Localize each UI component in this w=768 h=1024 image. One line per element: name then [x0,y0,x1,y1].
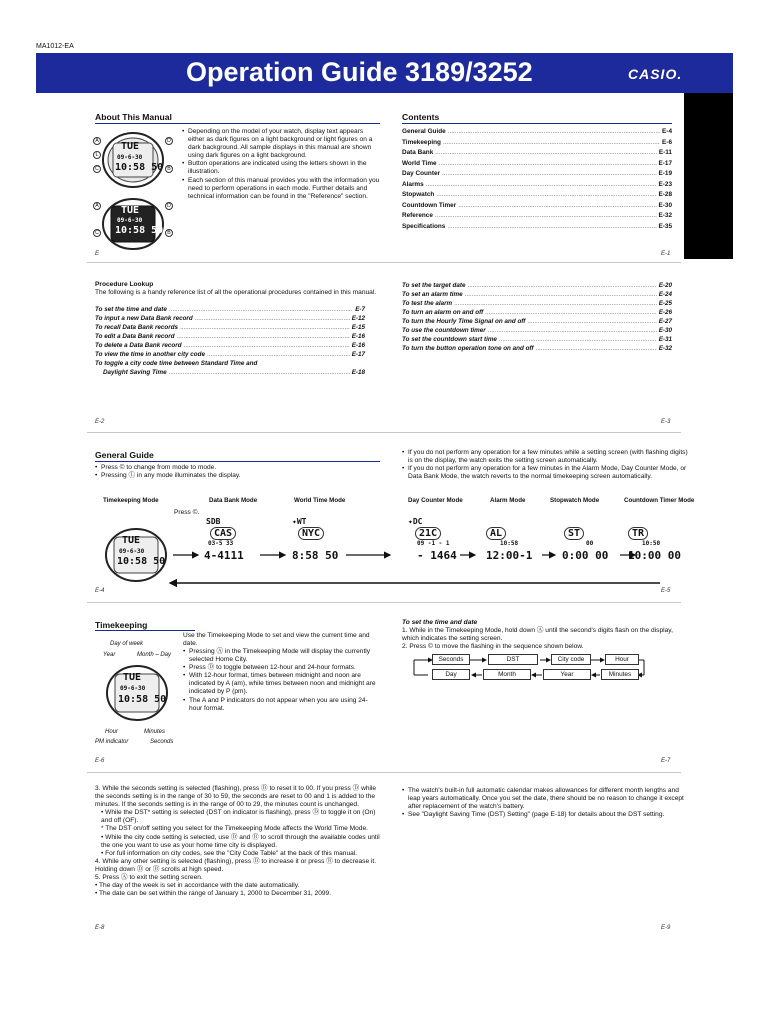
page-number: E [95,251,100,257]
diagram-label-monthday: Month – Day [137,652,172,658]
mode-label: Countdown Timer Mode [624,497,695,504]
toc-item[interactable]: Stopwatch ..... E-28 [402,190,672,200]
screen-main: 4-4111 [204,549,244,562]
timekeeping-bullet: • Pressing Ⓐ in the Timekeeping Mode will display the currently selected Home City. [183,648,378,664]
page-divider [87,432,681,433]
set-time-step-2: 2. Press © to move the flashing in the sequence shown below. [402,643,584,650]
page8-line: 5. Press Ⓐ to exit the setting screen. [95,874,203,882]
procedure-item[interactable]: To set the time and date ..... E-7 [95,306,365,314]
mode-label: Data Bank Mode [209,497,258,504]
page8-line: 4. While any other setting is selected (flashing), press Ⓓ to increase it or press Ⓑ to decrease it. Holding down Ⓓ or Ⓑ scrolls at high speed. [95,857,377,873]
page-number: E-5 [661,588,671,594]
toc-item[interactable]: Day Counter ..... E-19 [402,169,672,179]
button-d: D [165,137,173,145]
general-rule [95,461,380,462]
page-number: E-4 [95,588,105,594]
diagram-label-minutes: Minutes [144,729,166,735]
general-right-bullet: • If you do not perform any operation for a few minutes in the Alarm Mode, Day Counter Mode, or Data Bank Mode, the watch reverts to the normal timekeeping screen automatically. [402,465,692,481]
page-divider [87,262,681,263]
page-number: E-8 [95,925,105,931]
brand-logo: CASIO. [628,66,683,82]
button-c-dark: C [93,229,101,237]
page-divider [87,602,681,603]
screen-main: 8:58 50 [292,549,339,562]
timekeeping-intro: Use the Timekeeping Mode to set and view the current time and date. [183,632,370,648]
screen-main: 12:00-1 [486,549,533,562]
screen-mid: 09 -1 - 1 [417,540,450,547]
screen-top: 21C [415,527,441,540]
toc-item[interactable]: Alarms ..... E-23 [402,180,672,190]
screen-main: 10:58 50 [117,556,166,567]
procedure-item[interactable]: To turn an alarm on and off ..... E-26 [402,309,672,317]
page-divider [87,772,681,773]
mode-label: Alarm Mode [490,497,526,504]
mode-label: Day Counter Mode [408,497,463,504]
sequence-box-hour: Hour [605,654,639,665]
timekeeping-bullet: • With 12-hour format, times between midnight and noon are indicated by A (am), while times between noon and midnight are indicated by P (pm). [183,672,378,696]
screen-main: - 1464 [417,549,457,562]
screen-mid: 00 [586,540,594,547]
button-a-dark: A [93,202,101,210]
general-right-bullet: • If you do not perform any operation for a few minutes while a setting screen (with flashing digits) is on the display, the watch exits the setting screen automatically. [402,449,692,465]
procedure-item[interactable]: To recall Data Bank records ..... E-15 [95,324,365,332]
watch-dark-date: 09-6-30 [117,217,143,224]
section-tab [684,93,733,259]
screen-top: CAS [210,527,236,540]
mode-screen-alarm [478,527,540,571]
mode-screen-databank [202,527,260,571]
toc-item[interactable]: Countdown Timer ..... E-30 [402,201,672,211]
screen-main: 0:00 00 [562,549,609,562]
toc-item[interactable]: Specifications ..... E-35 [402,222,672,232]
page-title: Operation Guide 3189/3252 [186,57,533,87]
screen-top: TUE [123,672,142,683]
screen-main: 10:58 50 [118,694,167,705]
about-bullet: • Depending on the model of your watch, display text appears either as dark figures on a light background or light figures on a dark background. All sample displays in this manual are shown using dark figures on a light background. [182,128,380,160]
mode-indicator: SDB [206,517,221,526]
screen-top: ST [564,527,584,540]
mode-label: Stopwatch Mode [550,497,600,504]
document-code: MA1012-EA [36,43,74,50]
button-c: C [93,165,101,173]
general-bullet: • Press © to change from mode to mode. [95,464,380,472]
page-number: E-7 [661,758,671,764]
general-bullets [95,464,380,480]
screen-mid: 03-5 33 [208,540,234,547]
page8-line: • For full information on city codes, see the "City Code Table" at the back of this manual. [101,849,358,857]
mode-label: World Time Mode [294,497,346,504]
page8-line: 3. While the seconds setting is selected (flashing), press Ⓓ to reset it to 00. If you press Ⓓ while the seconds setting is in the range of 30 to 59, the seconds are reset to 00 and 1 is added to the minutes. If the seconds setting is in the range of 00 to 29, the minutes count is unchanged. [95,785,377,809]
page9-bullets [402,787,692,819]
page9-bullet: • The watch's built-in full automatic calendar makes allowances for different month lengths and leap years automatically. Once you set the date, there should be no reason to change it except after replacement of the watch's battery. [402,787,692,811]
diagram-label-dow: Day of week [110,641,144,647]
mode-watch-timekeeping [96,525,176,585]
page8-line: * The DST on/off setting you select for the Timekeeping Mode affects the World Time Mode. [101,825,368,833]
general-heading: General Guide [95,450,154,460]
watch-dark-time: 10:58 50 [115,225,164,236]
sequence-box-dst: DST [488,654,538,665]
procedure-item[interactable]: To set an alarm time ..... E-24 [402,291,672,299]
about-rule [95,123,380,124]
watch-light-date: 09-6-30 [117,154,143,161]
toc-item[interactable]: Data Bank ..... E-11 [402,148,672,158]
screen-mid: 09-6-30 [120,685,146,692]
general-bullet: • Pressing Ⓛ in any mode illuminates the display. [95,472,380,480]
mode-screen-daycounter [395,527,465,571]
page8-line: • The day of the week is set in accordance with the date automatically. [95,882,300,890]
page-number: E-3 [661,419,671,425]
mode-screen-worldtime [290,527,348,571]
button-b2: B [165,165,173,173]
mode-screen-countdown [624,527,686,571]
about-bullet: • Each section of this manual provides you with the information you need to perform operations in each mode. Further details and technical information can be found in the "Reference" section. [182,177,380,201]
mode-indicator: ✦DC [408,517,423,526]
procedure-item-line[interactable]: To toggle a city code time between Standard Time and [95,360,258,367]
procedure-item[interactable]: To set the countdown start time ..... E-31 [402,336,672,344]
contents-heading: Contents [402,112,440,122]
watch-illustration-dark [93,196,173,252]
about-bullets [182,128,380,201]
procedure-item[interactable]: To test the alarm ..... E-25 [402,300,672,308]
procedure-item[interactable]: To use the countdown timer ..... E-30 [402,327,672,335]
contents-rule [402,123,672,124]
procedure-item[interactable]: To turn the Hourly Time Signal on and off ..... E-27 [402,318,672,326]
mode-screen-stopwatch [556,527,618,571]
diagram-label-hour: Hour [105,729,119,735]
timekeeping-bullet: • The A and P indicators do not appear when you are using 24-hour format. [183,697,378,713]
button-a: A [93,137,101,145]
watch-light-dow: TUE [121,141,140,152]
procedure-intro: The following is a handy reference list of all the operational procedures contained in this manual. [95,289,377,296]
sequence-box-citycode: City code [551,654,591,665]
watch-illustration-light [93,129,173,191]
timekeeping-bullets [183,648,378,713]
sequence-box-day: Day [432,669,470,680]
page8-line: • The date can be set within the range of January 1, 2000 to December 31, 2099. [95,890,332,898]
page9-bullet: • See "Daylight Saving Time (DST) Setting" (page E-18) for details about the DST setting. [402,811,692,819]
diagram-label-seconds: Seconds [150,739,174,745]
procedure-item[interactable]: To set the target date ..... E-20 [402,282,672,290]
page-number: E-6 [95,758,105,764]
toc-item[interactable]: World Time ..... E-17 [402,159,672,169]
timekeeping-heading: Timekeeping [95,620,148,630]
general-right-bullets [402,449,692,481]
button-b: L [93,151,101,159]
page-number: E-2 [95,419,105,425]
header-banner [36,53,733,93]
procedure-item[interactable]: To delete a Data Bank record ..... E-16 [95,342,365,350]
timekeeping-bullet: • Press Ⓓ to toggle between 12-hour and 24-hour formats. [183,664,378,672]
timekeeping-rule [95,630,195,631]
watch-dark-dow: TUE [121,205,140,216]
toc-item[interactable]: Timekeeping ..... E-6 [402,138,672,148]
screen-mid: 10:50 [642,540,661,547]
about-heading: About This Manual [95,112,172,122]
button-d-dark: D [165,202,173,210]
press-c-label: Press ©. [174,509,200,516]
screen-main: 10:00 00 [628,549,681,562]
timekeeping-watch [97,662,177,724]
screen-top: TR [628,527,648,540]
procedure-item[interactable]: To edit a Data Bank record ..... E-16 [95,333,365,341]
sequence-box-seconds: Seconds [432,654,470,665]
procedure-item[interactable]: Daylight Saving Time ..... E-18 [103,369,365,377]
set-time-title: To set the time and date [402,619,478,626]
page-number: E-1 [661,251,671,257]
procedure-item[interactable]: To view the time in another city code ..... E-17 [95,351,365,359]
mode-indicator: ✦WT [292,517,307,526]
toc-item[interactable]: Reference ..... E-32 [402,211,672,221]
procedure-heading: Procedure Lookup [95,281,154,288]
page8-line: • While the DST* setting is selected (DST on indicator is flashing), press Ⓓ to toggle it on (On) and off (OF). [101,809,376,825]
procedure-item[interactable]: To turn the button operation tone on and off ..... E-32 [402,345,672,353]
screen-mid: 10:58 [500,540,519,547]
screen-top: NYC [298,527,324,540]
mode-watch-svg [96,525,176,585]
procedure-item[interactable]: To input a new Data Bank record ..... E-12 [95,315,365,323]
sequence-box-month: Month [483,669,531,680]
page8-block [95,785,380,898]
sequence-box-year: Year [543,669,591,680]
watch-light-time: 10:58 50 [115,162,164,173]
diagram-label-year: Year [103,652,116,658]
screen-top: AL [486,527,506,540]
diagram-label-pm: PM indicator [95,739,129,745]
sequence-box-minutes: Minutes [601,669,639,680]
set-time-step-1: 1. While in the Timekeeping Mode, hold down Ⓐ until the second's digits flash on the display, which indicates the setting screen. [402,627,673,643]
screen-mid: 09-6-30 [119,548,145,555]
page8-line: • While the city code setting is selected, use Ⓓ and Ⓑ to scroll through the available codes until the one you want to use as your home time city is displayed. [101,833,380,849]
page-number: E-9 [661,925,671,931]
about-bullet: • Button operations are indicated using the letters shown in the illustration. [182,160,380,176]
screen-top: TUE [122,535,141,546]
toc-item[interactable]: General Guide ..... E-4 [402,127,672,137]
mode-label: Timekeeping Mode [103,497,159,504]
button-b-dark: B [165,229,173,237]
